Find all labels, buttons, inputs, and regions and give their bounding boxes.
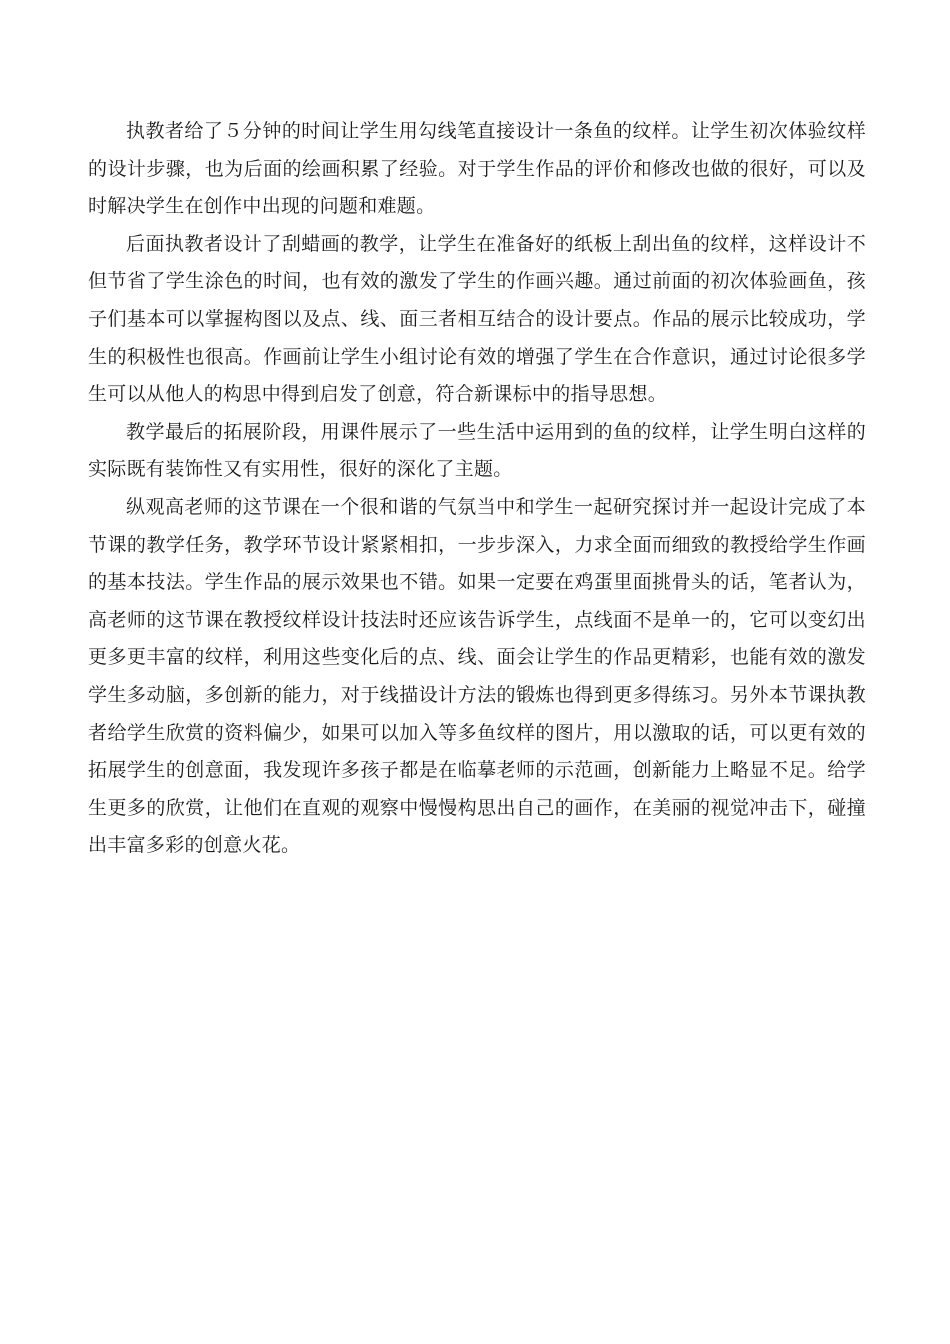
paragraph-4: 纵观高老师的这节课在一个很和谐的气氛当中和学生一起研究探讨并一起设计完成了本节课的教学任务，教学环节设计紧紧相扣，一步步深入，力求全面而细致的教授给学生作画的基本技法。学生作品的展示效果也不错。如果一定要在鸡蛋里面挑骨头的话，笔者认为，高老师的这节课在教授纹样设计技法时还应该告诉学生，点线面不是单一的，它可以变幻出更多更丰富的纹样，利用这些变化后的点、线、面会让学生的作品更精彩，也能有效的激发学生多动脑，多创新的能力，对于线描设计方法的锻炼也得到更多得练习。另外本节课执教者给学生欣赏的资料偏少，如果可以加入等多鱼纹样的图片，用以激取的话，可以更有效的拓展学生的创意面，我发现许多孩子都是在临摹老师的示范画，创新能力上略显不足。给学生更多的欣赏，让他们在直观的观察中慢慢构思出自己的画作，在美丽的视觉冲击下，碰撞出丰富多彩的创意火花。 xyxy=(88,495,866,857)
document-body xyxy=(88,113,866,865)
paragraph-1: 执教者给了５分钟的时间让学生用勾线笔直接设计一条鱼的纹样。让学生初次体验纹样的设计步骤，也为后面的绘画积累了经验。对于学生作品的评价和修改也做的很好，可以及时解决学生在创作中出现的问题和难题。 xyxy=(88,120,866,218)
paragraph-3: 教学最后的拓展阶段，用课件展示了一些生活中运用到的鱼的纹样，让学生明白这样的实际既有装饰性又有实用性，很好的深化了主题。 xyxy=(88,420,866,481)
paragraph-2: 后面执教者设计了刮蜡画的教学，让学生在准备好的纸板上刮出鱼的纹样，这样设计不但节省了学生涂色的时间，也有效的激发了学生的作画兴趣。通过前面的初次体验画鱼，孩子们基本可以掌握构图以及点、线、面三者相互结合的设计要点。作品的展示比较成功，学生的积极性也很高。作画前让学生小组讨论有效的增强了学生在合作意识，通过讨论很多学生可以从他人的构思中得到启发了创意，符合新课标中的指导思想。 xyxy=(88,232,866,406)
